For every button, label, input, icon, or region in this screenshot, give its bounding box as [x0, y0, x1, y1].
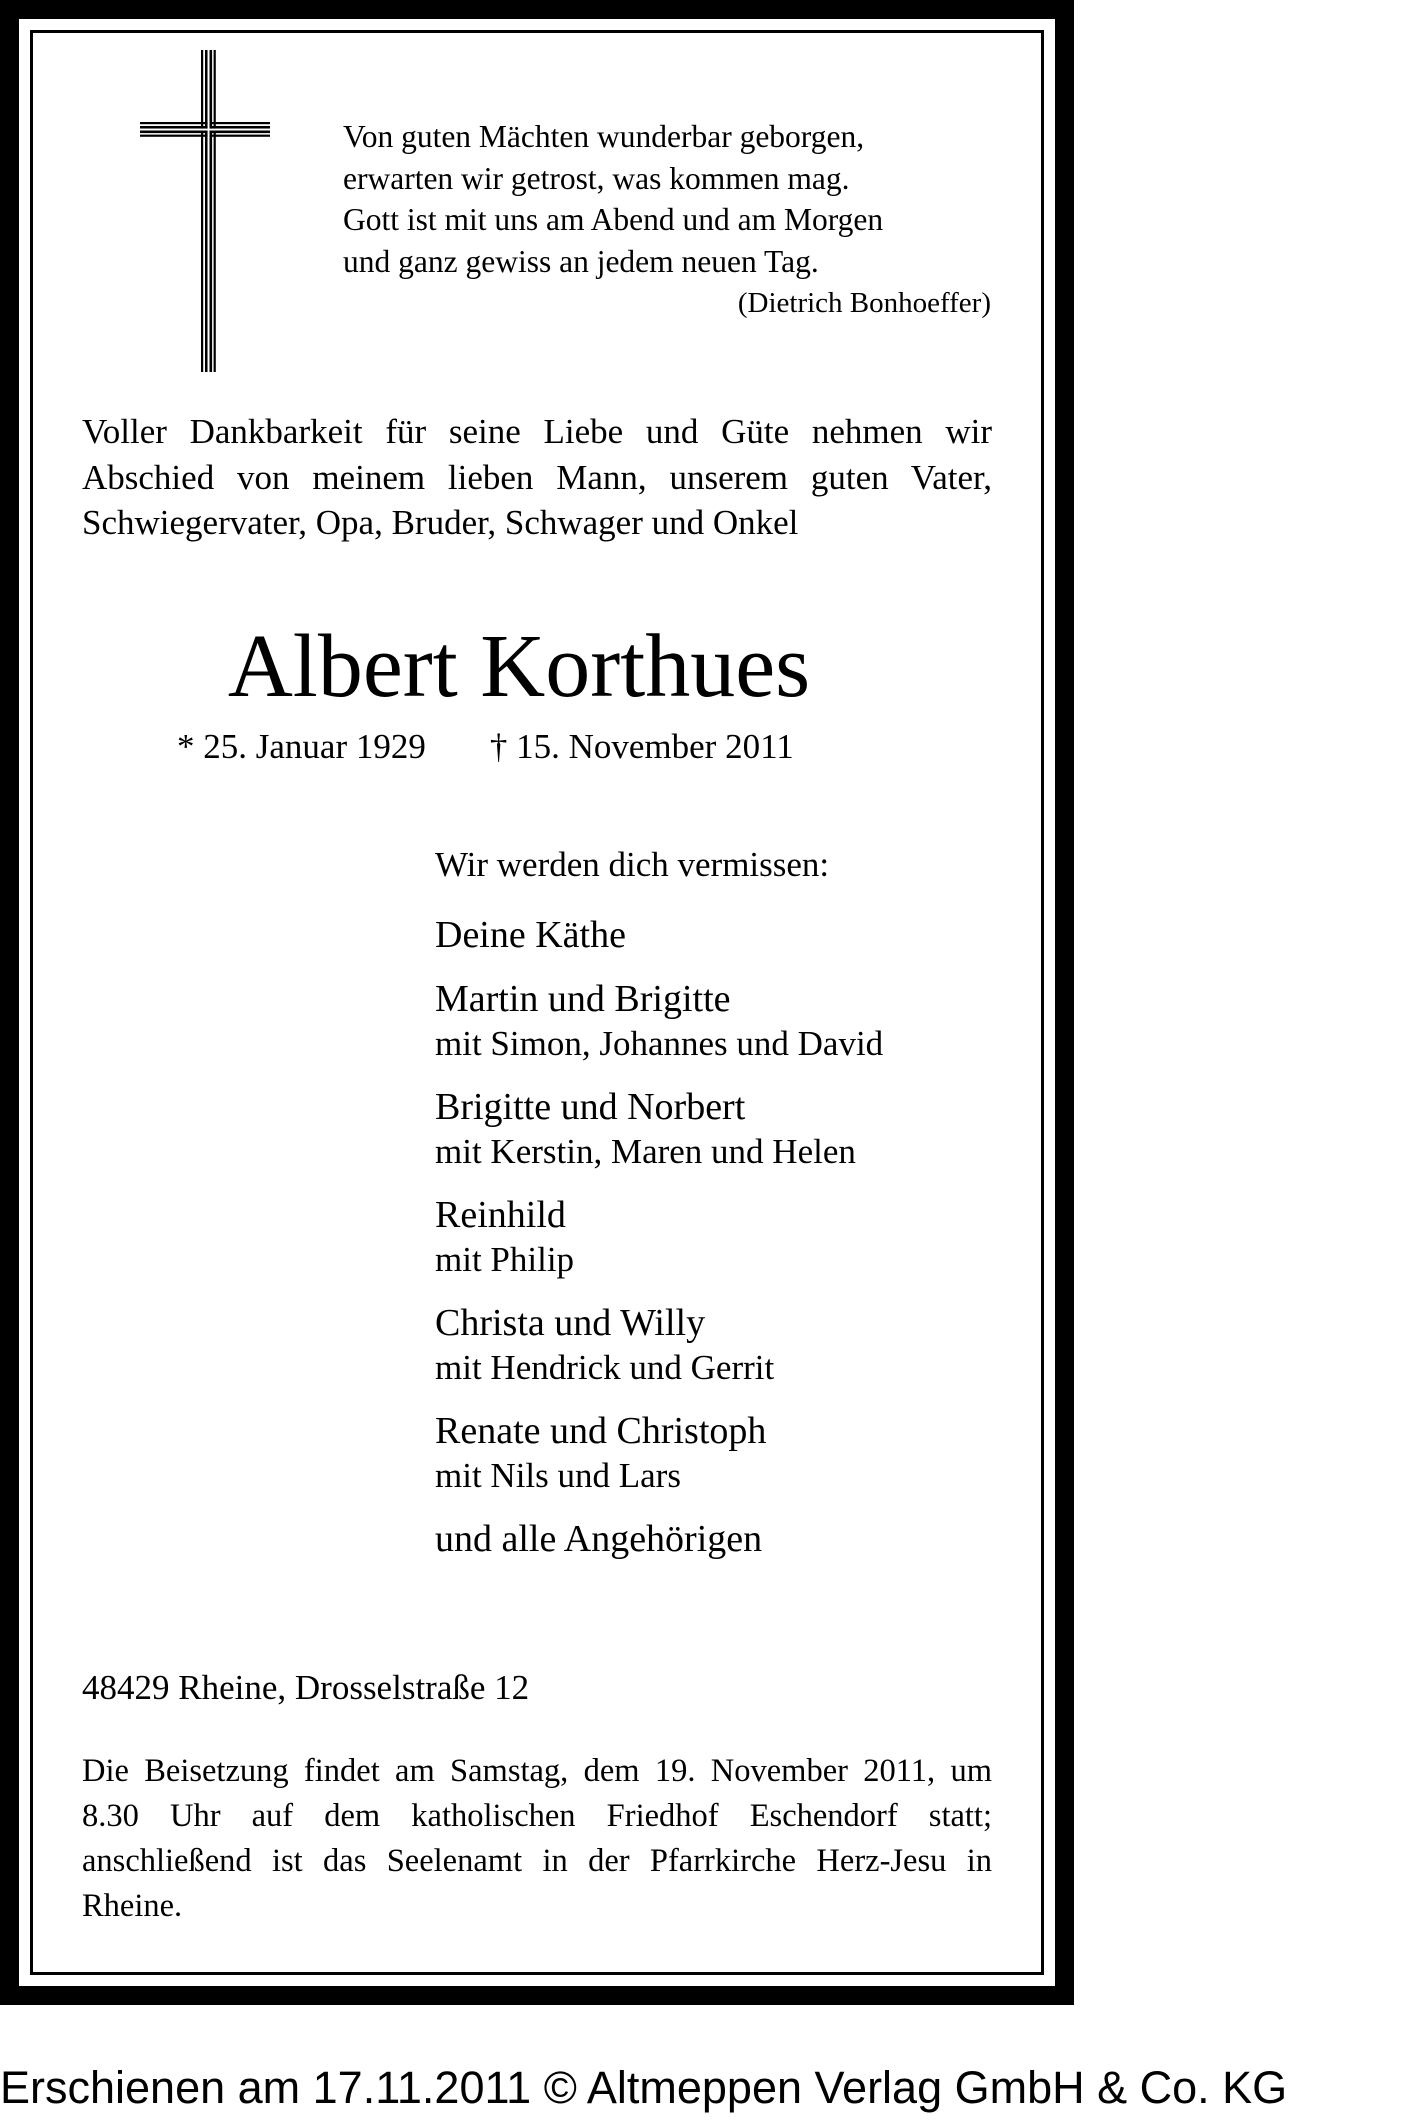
- publication-footer: Erschienen am 17.11.2011 © Altmeppen Verlag GmbH & Co. KG: [0, 2062, 1288, 2113]
- family-address: 48429 Rheine, Drosselstraße 12: [82, 1668, 530, 1707]
- mourner-name: Reinhild: [435, 1194, 566, 1236]
- bible-poem: [343, 116, 993, 324]
- life-dates: [177, 725, 794, 769]
- mourners-closing: und alle Angehörigen: [435, 1518, 763, 1560]
- mourner-children: mit Philip: [435, 1240, 575, 1279]
- mourner-name: Martin und Brigitte: [435, 978, 731, 1020]
- mourner-name: Brigitte und Norbert: [435, 1086, 746, 1128]
- mourner-group: [435, 1192, 1035, 1282]
- poem-author: (Dietrich Bonhoeffer): [737, 287, 991, 319]
- birth-date: * 25. Januar 1929: [177, 727, 426, 766]
- mourner-group: [435, 1408, 1035, 1498]
- mourner-children: mit Hendrick und Gerrit: [435, 1348, 775, 1387]
- poem-line: Gott ist mit uns am Abend und am Morgen: [343, 202, 884, 237]
- funeral-details: Die Beisetzung findet am Samstag, dem 19. November 2011, um 8.30 Uhr auf dem katholischen Friedhof Eschendorf statt; anschließend ist das Seelenamt in der Pfarrkirche Herz-Jesu in Rheine.: [82, 1753, 992, 1924]
- poem-line: und ganz gewiss an jedem neuen Tag.: [343, 243, 819, 279]
- death-date: † 15. November 2011: [489, 727, 794, 766]
- mourners-list: [435, 843, 1035, 1562]
- mourner-name: Renate und Christoph: [435, 1410, 767, 1452]
- cross-icon: [140, 50, 270, 372]
- poem-line: Von guten Mächten wunderbar geborgen,: [343, 119, 865, 154]
- mourners-heading: Wir werden dich vermissen:: [435, 845, 830, 884]
- mourner-group: [435, 1084, 1035, 1174]
- mourner-group: [435, 912, 1035, 958]
- mourner-group: [435, 1300, 1035, 1390]
- mourner-name: Deine Käthe: [435, 914, 626, 956]
- deceased-name: Albert Korthues: [227, 617, 811, 716]
- intro-text: Voller Dankbarkeit für seine Liebe und Güte nehmen wir Abschied von meinem lieben Mann, unserem guten Vater, Schwiegervater, Opa, Bruder, Schwager und Onkel: [82, 412, 992, 542]
- poem-line: erwarten wir getrost, was kommen mag.: [343, 160, 850, 196]
- mourner-children: mit Kerstin, Maren und Helen: [435, 1132, 856, 1171]
- mourner-group: [435, 976, 1035, 1066]
- mourner-children: mit Simon, Johannes und David: [435, 1024, 884, 1063]
- mourner-children: mit Nils und Lars: [435, 1456, 681, 1495]
- mourner-name: Christa und Willy: [435, 1302, 706, 1344]
